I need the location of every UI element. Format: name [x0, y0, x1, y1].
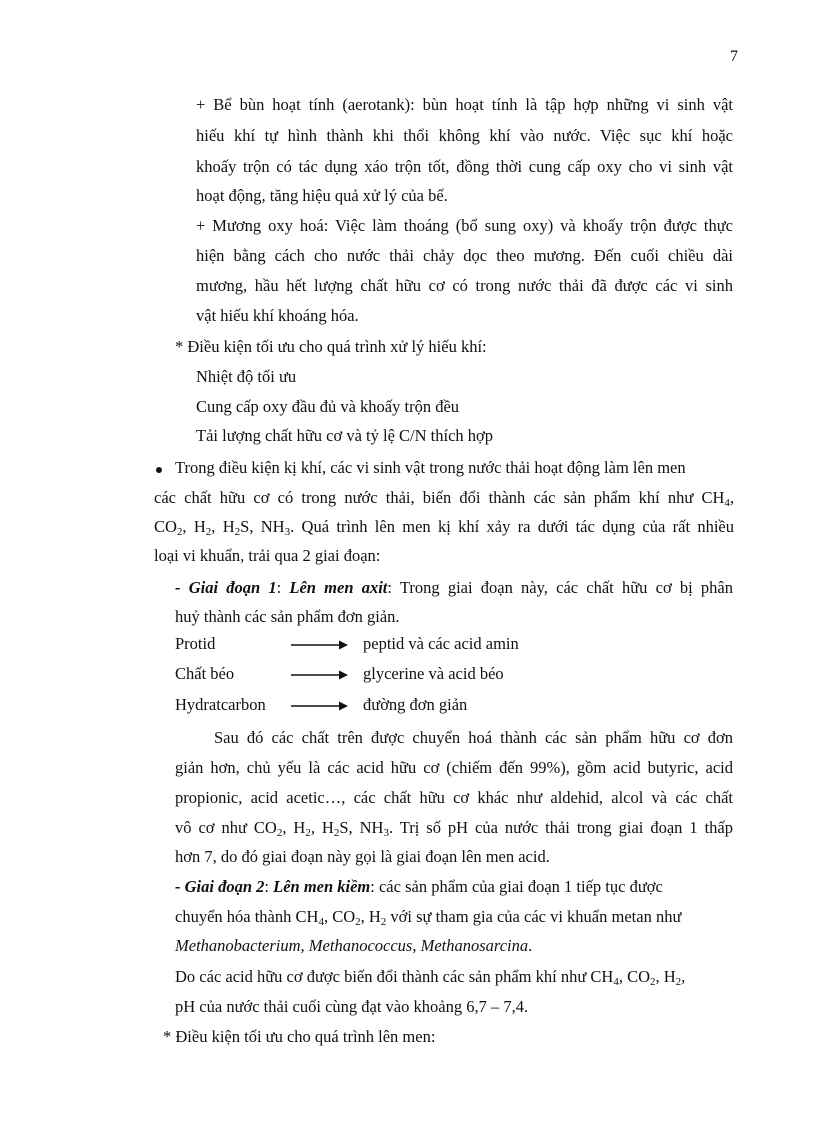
text: S, NH	[240, 517, 285, 536]
stage1-paragraph-line-1: Sau đó các chất trên được chuyển hoá thành các sản phẩm hữu cơ đơn	[214, 728, 733, 747]
aerotank-line-2: hiếu khí tự hình thành khi thổi không khí vào nước. Việc sục khí hoặc	[196, 126, 733, 145]
reaction-from: Protid	[175, 634, 216, 653]
stage1-paragraph-line-2: giản hơn, chủ yếu là các acid hữu cơ (chiếm đến 99%), gồm acid butyric, acid	[175, 758, 733, 777]
subscript: 2	[675, 976, 682, 988]
text: , H	[310, 818, 334, 837]
text: :	[264, 877, 274, 896]
text: ,	[681, 967, 686, 986]
stage1-label: - Giai đoạn 1	[175, 578, 277, 597]
stage2-paragraph-line-2: pH của nước thải cuối cùng đạt vào khoảng 6,7 – 7,4.	[175, 997, 529, 1016]
fermentation-conditions-title: * Điều kiện tối ưu cho quá trình lên men:	[163, 1027, 436, 1046]
stage1-paragraph-line-5: hơn 7, do đó giai đoạn này gọi là giai đoạn lên men acid.	[175, 847, 550, 866]
text: Do các acid hữu cơ được biến đổi thành các sản phẩm khí như CH	[175, 967, 614, 986]
aerotank-line-3: khoấy trộn có tác dụng xáo trộn tốt, đồng thời cung cấp oxy cho vi sinh vật	[196, 157, 733, 176]
stage2-text: : các sản phẩm của giai đoạn 1 tiếp tục được	[370, 877, 663, 896]
stage1-text: : Trong giai đoạn này, các chất hữu cơ bị phân	[387, 578, 733, 597]
subscript: 2	[355, 916, 361, 928]
text: . Quá trình lên men kị khí xảy ra dưới tác dụng của rất nhiều	[290, 517, 735, 536]
subscript: 2	[234, 526, 241, 538]
muong-line-4: vật hiếu khí khoáng hóa.	[196, 306, 359, 325]
text: , H	[360, 907, 381, 926]
text: , H	[655, 967, 676, 986]
subscript: 2	[305, 827, 311, 839]
reaction-from: Hydratcarbon	[175, 695, 266, 714]
stage2-label: - Giai đoạn 2	[175, 877, 265, 896]
right-arrow-icon	[291, 639, 349, 651]
reaction-to: đường đơn giản	[363, 695, 468, 714]
stage2-line-2	[175, 907, 681, 927]
text: S, NH	[339, 818, 384, 837]
aerobic-condition-item: Cung cấp oxy đầu đủ và khoấy trộn đều	[196, 397, 460, 416]
stage2-heading	[175, 877, 663, 897]
subscript: 4	[318, 916, 324, 928]
anaerobic-line-4: loại vi khuẩn, trải qua 2 giai đoạn:	[154, 546, 381, 565]
right-arrow-icon	[291, 700, 349, 712]
right-arrow-icon	[291, 669, 349, 681]
aerotank-line-1: + Bể bùn hoạt tính (aerotank): bùn hoạt tính là tập hợp những vi sinh vật	[196, 95, 733, 114]
subscript: 4	[613, 976, 619, 988]
stage2-species	[175, 936, 532, 956]
aerotank-line-4: hoạt động, tăng hiệu quả xử lý của bể.	[196, 186, 448, 205]
aerobic-conditions-title: * Điều kiện tối ưu cho quá trình xử lý hiếu khí:	[175, 337, 487, 356]
text: CO	[154, 517, 177, 536]
muong-line-2: hiện bằng cách cho nước thải chảy dọc theo mương. Đến cuối chiều dài	[196, 246, 733, 265]
subscript: 2	[650, 976, 656, 988]
subscript: 4	[724, 497, 730, 509]
anaerobic-line-1: Trong điều kiện kị khí, các vi sinh vật trong nước thải hoạt động làm lên men	[175, 458, 686, 477]
reaction-to: glycerine và acid béo	[363, 664, 504, 683]
page-number: 7	[730, 48, 738, 65]
reaction-to: peptid và các acid amin	[363, 634, 519, 653]
subscript: 3	[383, 827, 389, 839]
text: , H	[282, 818, 306, 837]
stage2-paragraph-line-1	[175, 967, 685, 987]
text: chuyển hóa thành CH	[175, 907, 319, 926]
anaerobic-line-2-tail: ,	[729, 488, 734, 507]
bullet-icon	[156, 467, 162, 473]
aerobic-condition-item: Tải lượng chất hữu cơ và tỷ lệ C/N thích hợp	[196, 426, 493, 445]
subscript: 2	[176, 526, 183, 538]
stage1-paragraph-line-4	[175, 818, 733, 838]
text: vô cơ như CO	[175, 818, 277, 837]
stage1-name: Lên men axit	[289, 578, 388, 597]
text: , CO	[618, 967, 650, 986]
stage1-heading	[175, 578, 733, 598]
species-names: Methanobacterium, Methanococcus, Methanosarcina	[175, 936, 529, 955]
subscript: 2	[205, 526, 212, 538]
reaction-from: Chất béo	[175, 664, 235, 683]
aerobic-condition-item: Nhiệt độ tối ưu	[196, 367, 297, 386]
muong-line-1: + Mương oxy hoá: Việc làm thoáng (bổ sung oxy) và khoấy trộn được thực	[196, 216, 733, 235]
muong-line-3: mương, hầu hết lượng chất hữu cơ có trong nước thải đã được các vi sinh	[196, 276, 733, 295]
text: , H	[182, 517, 206, 536]
anaerobic-line-2	[154, 488, 734, 508]
stage2-name: Lên men kiềm	[273, 877, 371, 896]
subscript: 2	[333, 827, 340, 839]
stage1-paragraph-line-3: propionic, acid acetic…, các chất hữu cơ khác như aldehid, alcol và các chất	[175, 788, 733, 807]
anaerobic-line-3	[154, 517, 734, 537]
subscript: 2	[380, 916, 387, 928]
text: .	[528, 936, 533, 955]
text: :	[276, 578, 290, 597]
text: với sự tham gia của các vi khuẩn metan như	[386, 907, 682, 926]
subscript: 3	[284, 526, 291, 538]
subscript: 2	[276, 827, 283, 839]
anaerobic-line-2-text: các chất hữu cơ có trong nước thải, biến đổi thành các sản phẩm khí như CH	[154, 488, 725, 507]
stage1-line-2: huỷ thành các sản phẩm đơn giản.	[175, 607, 400, 626]
text: . Trị số pH của nước thải trong giai đoạn 1 thấp	[388, 818, 733, 837]
text: , H	[211, 517, 235, 536]
text: , CO	[323, 907, 356, 926]
